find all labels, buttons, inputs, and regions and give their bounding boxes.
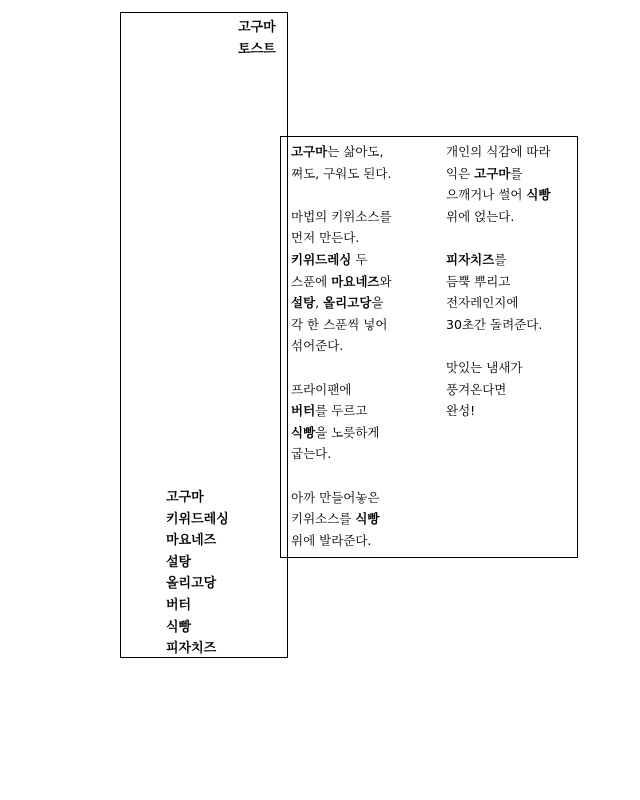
ingredient-item: 피자치즈 bbox=[166, 641, 217, 657]
ingredient-item: 올리고당 bbox=[166, 576, 217, 592]
instruction-line bbox=[291, 141, 431, 163]
instruction-line bbox=[291, 487, 431, 509]
instruction-paragraph bbox=[291, 206, 431, 357]
instruction-line bbox=[291, 314, 431, 336]
recipe-title bbox=[238, 17, 282, 61]
instruction-line bbox=[291, 227, 431, 249]
ingredient-highlight: 식빵 bbox=[291, 424, 316, 440]
ingredient-item: 마요네즈 bbox=[166, 533, 217, 549]
instruction-line bbox=[446, 249, 576, 271]
instruction-text: 듬뿍 뿌리고 bbox=[446, 273, 511, 289]
instruction-paragraph bbox=[446, 357, 576, 422]
instruction-paragraph bbox=[446, 141, 576, 227]
instruction-paragraph bbox=[291, 487, 431, 552]
ingredient-highlight: 피자치즈 bbox=[446, 251, 495, 267]
instruction-text: 두 bbox=[351, 251, 368, 267]
instruction-text: 위에 발라준다. bbox=[291, 532, 372, 548]
recipe-title-line: 고구마 bbox=[238, 20, 276, 35]
instruction-line bbox=[291, 335, 431, 357]
instruction-paragraph bbox=[291, 141, 431, 184]
ingredient-highlight: 식빵 bbox=[526, 187, 551, 203]
instruction-line bbox=[291, 249, 431, 271]
instruction-text: 굽는다. bbox=[291, 446, 332, 462]
instructions-column-right bbox=[446, 141, 576, 443]
instruction-line bbox=[446, 271, 576, 293]
ingredient-highlight: 마요네즈 bbox=[331, 273, 380, 289]
instruction-paragraph bbox=[446, 249, 576, 335]
instruction-text: 를 bbox=[494, 251, 507, 267]
instruction-line bbox=[446, 400, 576, 422]
instruction-text: 먼저 만든다. bbox=[291, 230, 360, 246]
instruction-line bbox=[446, 379, 576, 401]
instructions-column-left bbox=[291, 141, 431, 573]
instruction-text: 을 노릇하게 bbox=[315, 424, 380, 440]
instruction-text: 쪄도, 구워도 된다. bbox=[291, 165, 392, 181]
instruction-line bbox=[291, 443, 431, 465]
instruction-line bbox=[291, 422, 431, 444]
instruction-text: 와 bbox=[379, 273, 392, 289]
instruction-line bbox=[446, 314, 576, 336]
instruction-text: 개인의 식감에 따라 bbox=[446, 144, 551, 159]
instruction-line bbox=[446, 292, 576, 314]
instruction-text: 는 삶아도, bbox=[327, 144, 384, 159]
instruction-text: 완성! bbox=[446, 403, 476, 419]
instruction-text: 으깨거나 썰어 bbox=[446, 187, 527, 203]
instruction-line bbox=[291, 530, 431, 552]
instruction-text: 풍겨온다면 bbox=[446, 381, 507, 397]
ingredient-item: 설탕 bbox=[166, 554, 192, 570]
instruction-text: 프라이팬에 bbox=[291, 381, 352, 397]
ingredient-highlight: 설탕 bbox=[291, 295, 316, 311]
instruction-paragraph bbox=[291, 379, 431, 465]
instruction-line bbox=[291, 271, 431, 293]
ingredient-item: 고구마 bbox=[166, 490, 204, 505]
instruction-text: 을 bbox=[371, 295, 384, 311]
instruction-text: 를 두르고 bbox=[315, 403, 368, 419]
instruction-text: 전자레인지에 bbox=[446, 295, 519, 311]
instruction-line bbox=[446, 184, 576, 206]
instruction-text: 스푼에 bbox=[291, 273, 332, 289]
ingredient-highlight: 고구마 bbox=[291, 144, 328, 159]
ingredient-item: 버터 bbox=[166, 597, 192, 613]
instruction-line bbox=[446, 141, 576, 163]
instruction-line bbox=[291, 508, 431, 530]
instruction-text: 를 bbox=[510, 165, 523, 181]
instruction-line bbox=[446, 206, 576, 228]
instruction-text: 익은 bbox=[446, 165, 475, 181]
ingredient-highlight: 버터 bbox=[291, 403, 316, 419]
instruction-text: 각 한 스푼씩 넣어 bbox=[291, 316, 388, 332]
instruction-text: 30초간 돌려준다. bbox=[446, 316, 543, 332]
ingredient-highlight: 고구마 bbox=[474, 165, 511, 181]
instruction-line bbox=[291, 400, 431, 422]
instruction-text: 마법의 키위소스를 bbox=[291, 208, 392, 224]
instruction-line bbox=[446, 357, 576, 379]
instruction-line bbox=[446, 163, 576, 185]
ingredient-item: 키위드레싱 bbox=[166, 511, 229, 527]
instruction-line bbox=[291, 379, 431, 401]
instruction-text: 맛있는 냄새가 bbox=[446, 359, 523, 375]
recipe-title-line: 토스트 bbox=[238, 42, 276, 57]
instruction-text: 키위소스를 bbox=[291, 511, 356, 527]
instruction-text: 아까 만들어놓은 bbox=[291, 489, 380, 505]
ingredient-highlight: 식빵 bbox=[355, 511, 380, 527]
instruction-line bbox=[291, 206, 431, 228]
instruction-text: , bbox=[315, 295, 324, 311]
instruction-line bbox=[291, 292, 431, 314]
ingredient-item: 식빵 bbox=[166, 619, 192, 635]
instruction-text: 위에 얹는다. bbox=[446, 208, 515, 224]
instruction-line bbox=[291, 163, 431, 185]
instruction-text: 섞어준다. bbox=[291, 338, 344, 354]
ingredient-highlight: 올리고당 bbox=[323, 295, 372, 311]
ingredient-list bbox=[166, 487, 276, 660]
ingredient-highlight: 키위드레싱 bbox=[291, 251, 352, 267]
